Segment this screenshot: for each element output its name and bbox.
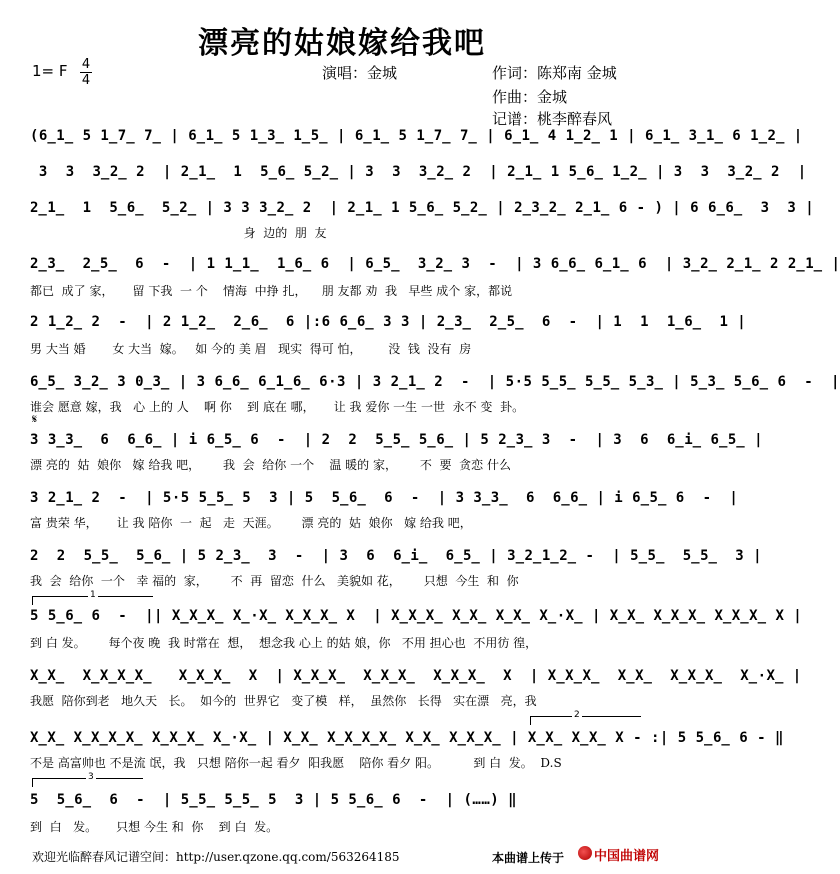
site-logo-text: 中国曲谱网 <box>594 849 660 864</box>
score-system-2: 3 3 3̲2̲ 2 | 2̲1̲ 1 5̲6̲ 5̲2̲ | 3 3 3̲2̲ 2 | 2̲1̲ 1 5̲6̲ 1̲2̲ | 3 3 3̲2̲ 2 | <box>30 164 807 180</box>
ending-number-2: 2 <box>574 710 580 720</box>
lyrics-line-11: 我愿 陪你到老 地久天 长。 如今的 世界它 变了模 样， 虽然你 长得 实在漂 亮，我 <box>30 694 537 708</box>
lyrics-line-13: 到 白 发。 只想 今生 和 你 到 白 发。 <box>30 820 279 834</box>
time-signature <box>80 58 92 87</box>
meter-top: 4 <box>81 57 91 72</box>
ending-number-1: 1 <box>90 590 96 600</box>
score-system-1: (6̲1̲ 5 1̲7̲ 7̲ | 6̲1̲ 5 1̲3̲ 1̲5̲ | 6̲1̲ 5 1̲7̲ 7̲ | 6̲1̲ 4 1̲2̲ 1 | 6̲1̲ 3̲1̲ 6 1̲2̲ | <box>30 128 803 144</box>
page-title: 漂亮的姑娘嫁给我吧 <box>198 26 486 61</box>
score-system-10: 5 5̲6̲ 6 - || X̲X̲X̲ X̲·X̲ X̲X̲X̲ X | X̲X̲X̲ X̲X̲ X̲X̲ X̲·X̲ | X̲X̲ X̲X̲X̲ X̲X̲X̲ X | <box>30 608 803 624</box>
lyrics-line-7: 漂 亮的 姑 娘你 嫁 给我 吧， 我 会 给你 一个 温 暖的 家， 不 要 贪恋 什么 <box>30 458 511 472</box>
score-system-4: 2̲3̲ 2̲5̲ 6 - | 1 1̲1̲ 1̲6̲ 6 | 6̲5̲ 3̲2̲ 3 - | 3 6̲6̲ 6̲1̲ 6 | 3̲2̲ 2̲1̲ 2 2̲1̲ | <box>30 256 840 272</box>
key-signature: 1= F <box>32 62 68 80</box>
score-system-3: 2̲1̲ 1 5̲6̲ 5̲2̲ | 3 3 3̲2̲ 2 | 2̲1̲ 1 5̲6̲ 5̲2̲ | 2̲3̲2̲ 2̲1̲ 6 - ) | 6 6̲6̲ 3 3 | <box>30 200 815 216</box>
lyrics-line-10: 到 白 发。 每个夜 晚 我 时常在 想， 想念我 心上 的姑 娘，你 不用 担心也 不用彷 徨， <box>30 636 538 650</box>
credit-lyricist: 作词：陈郑南 金城 <box>492 64 617 82</box>
score-system-7: 3 3̲3̲ 6 6̲6̲ | i 6̲5̲ 6 - | 2 2 5̲5̲ 5̲6̲ | 5 2̲3̲ 3 - | 3 6 6̲i̲ 6̲5̲ | <box>30 432 764 448</box>
credit-transcriber: 记谱：桃李醉春风 <box>492 110 613 128</box>
lyrics-line-3: 身 边的 朋 友 <box>30 226 327 240</box>
site-logo-icon <box>578 846 592 860</box>
credit-singer: 演唱：金城 <box>322 64 398 82</box>
score-system-9: 2 2 5̲5̲ 5̲6̲ | 5 2̲3̲ 3 - | 3 6 6̲i̲ 6̲5̲ | 3̲2̲1̲2̲ - | 5̲5̲ 5̲5̲ 3 | <box>30 548 763 564</box>
score-system-5: 2 1̲2̲ 2 - | 2 1̲2̲ 2̲6̲ 6 |:6 6̲6̲ 3 3 | 2̲3̲ 2̲5̲ 6 - | 1 1 1̲6̲ 1 | <box>30 314 747 330</box>
footer-upload-text: 本曲谱上传于 <box>492 851 565 865</box>
score-system-12: X̲X̲ X̲X̲X̲X̲ X̲X̲X̲ X̲·X̲ | X̲X̲ X̲X̲X̲X̲ X̲X̲ X̲X̲X̲ | X̲X̲ X̲X̲ X - :| 5 5̲6̲ 6 - ‖ <box>30 730 784 746</box>
lyrics-line-9: 我 会 给你 一个 幸 福的 家， 不 再 留恋 什么 美貌如 花， 只想 今生 和 你 <box>30 574 519 588</box>
meter-bottom: 4 <box>81 73 91 88</box>
score-system-13: 5 5̲6̲ 6 - | 5̲5̲ 5̲5̲ 5 3 | 5 5̲6̲ 6 - | (……) ‖ <box>30 792 518 808</box>
lyrics-line-8: 富 贵荣 华， 让 我 陪你 一 起 走 天涯。 漂 亮的 姑 娘你 嫁 给我 吧， <box>30 516 472 530</box>
lyrics-line-5: 男 大当 婚 女 大当 嫁。 如 今的 美 眉 现实 得可 怕， 没 钱 没有 房 <box>30 342 472 356</box>
lyrics-line-4: 都已 成了 家， 留 下我 一 个 情海 中挣 扎， 朋 友都 劝 我 早些 成个 家，都说 <box>30 284 513 298</box>
footer-website-text: 欢迎光临醉春风记谱空间：http://user.qzone.qq.com/563264185 <box>32 850 400 864</box>
lyrics-line-12: 不是 高富帅也 不是流 氓，我 只想 陪你一起 看夕 阳我愿 陪你 看夕 阳。 到 白 发。 D.S <box>30 756 562 770</box>
ending-number-3: 3 <box>88 772 94 782</box>
score-system-8: 3 2̲1̲ 2 - | 5·5 5̲5̲ 5 3 | 5 5̲6̲ 6 - | 3 3̲3̲ 6 6̲6̲ | i 6̲5̲ 6 - | <box>30 490 739 506</box>
credit-composer: 作曲：金城 <box>492 88 568 106</box>
segno-sign: 𝄋 <box>32 412 38 426</box>
lyrics-line-6: 谁会 愿意 嫁，我 心 上的 人 啊 你 到 底在 哪， 让 我 爱你 一生 一世 永不 变 卦。 <box>30 400 525 414</box>
score-system-11: X̲X̲ X̲X̲X̲X̲ X̲X̲X̲ X | X̲X̲X̲ X̲X̲X̲ X̲X̲X̲ X | X̲X̲X̲ X̲X̲ X̲X̲X̲ X̲·X̲ | <box>30 668 802 684</box>
ending-bracket-2 <box>530 716 641 725</box>
score-system-6: 6̲5̲ 3̲2̲ 3 0̲3̲ | 3 6̲6̲ 6̲1̲6̲ 6·3 | 3 2̲1̲ 2 - | 5·5 5̲5̲ 5̲5̲ 5̲3̲ | 5̲3̲ 5̲6̲ 6 - | <box>30 374 840 390</box>
